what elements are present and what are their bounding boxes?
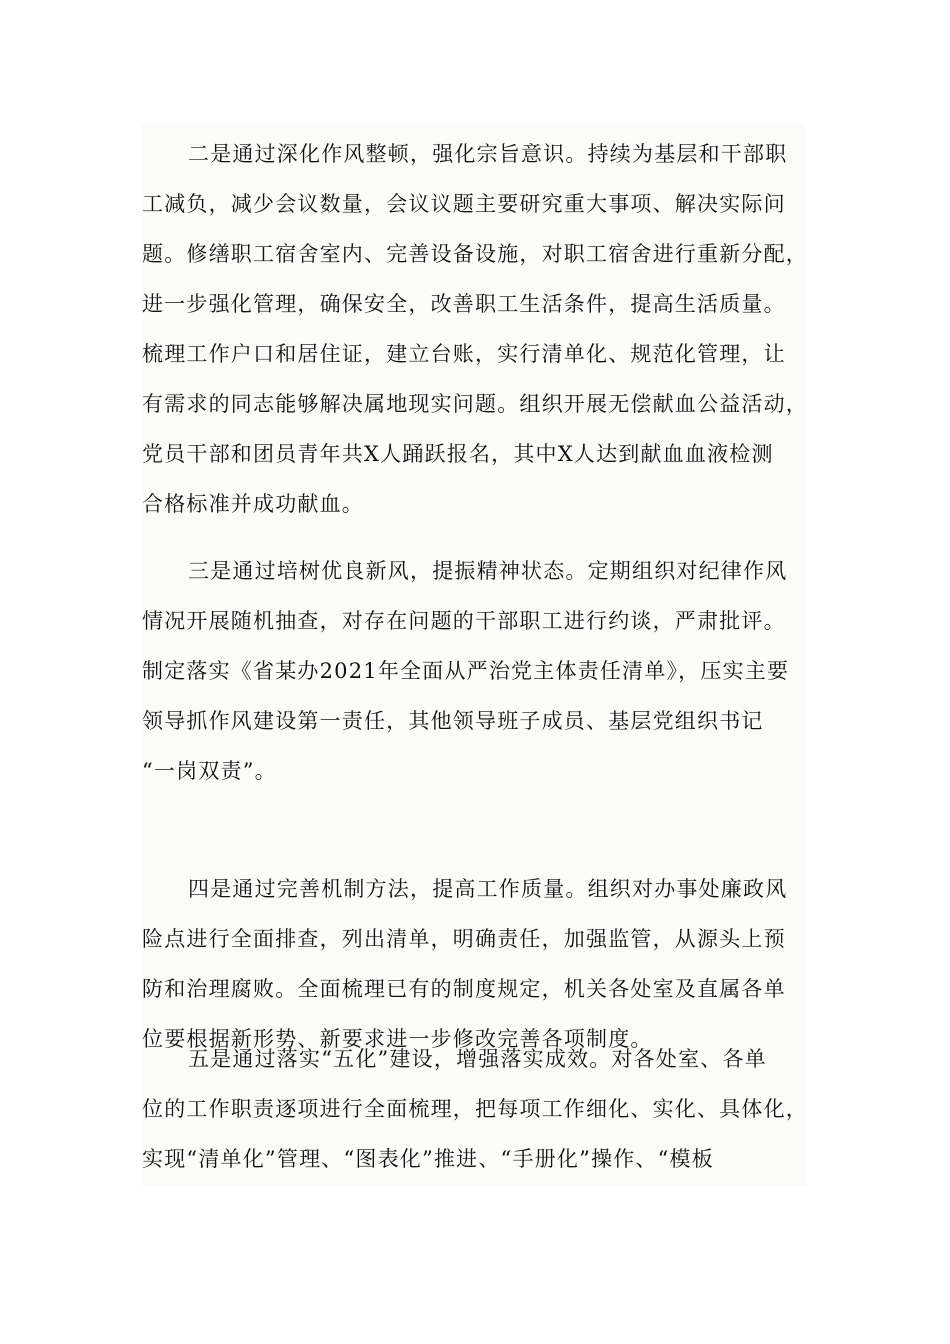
text-line: 进一步强化管理，确保安全，改善职工生活条件，提高生活质量。 <box>142 292 786 316</box>
text-line: 三是通过培树优良新风，提振精神状态。定期组织对纪律作风 <box>188 559 788 583</box>
text-line: 防和治理腐败。全面梳理已有的制度规定，机关各处室及直属各单 <box>142 977 786 1001</box>
text-line: 合格标准并成功献血。 <box>142 492 364 516</box>
paragraph-new-ethos <box>142 546 806 796</box>
text-line: 实现“清单化”管理、“图表化”推进、“手册化”操作、“模板 <box>142 1147 714 1171</box>
text-line: 位的工作职责逐项进行全面梳理，把每项工作细化、实化、具体化， <box>142 1097 808 1121</box>
paragraph-work-style-rectification <box>142 129 806 529</box>
text-line: “一岗双责”。 <box>142 759 277 783</box>
text-line: 四是通过完善机制方法，提高工作质量。组织对办事处廉政风 <box>188 877 788 901</box>
text-line: 险点进行全面排查，列出清单，明确责任，加强监管，从源头上预 <box>142 927 786 951</box>
text-line: 情况开展随机抽查，对存在问题的干部职工进行约谈，严肃批评。 <box>142 609 786 633</box>
text-line: 领导抓作风建设第一责任，其他领导班子成员、基层党组织书记 <box>142 709 764 733</box>
text-line: 五是通过落实“五化”建设，增强落实成效。对各处室、各单 <box>188 1047 767 1071</box>
text-line: 工减负，减少会议数量，会议议题主要研究重大事项、解决实际问 <box>142 192 786 216</box>
text-line: 党员干部和团员青年共X人踊跃报名，其中X人达到献血血液检测 <box>142 442 774 466</box>
text-line: 位要根据新形势、新要求进一步修改完善各项制度。 <box>142 1027 653 1051</box>
text-line: 制定落实《省某办2021年全面从严治党主体责任清单》，压实主要 <box>142 659 790 683</box>
document-page <box>142 124 806 1186</box>
text-line: 二是通过深化作风整顿，强化宗旨意识。持续为基层和干部职 <box>188 142 788 166</box>
text-line: 题。修缮职工宿舍室内、完善设备设施，对职工宿舍进行重新分配， <box>142 242 808 266</box>
text-line: 梳理工作户口和居住证，建立台账，实行清单化、规范化管理，让 <box>142 342 786 366</box>
paragraph-five-modernizations <box>142 1034 806 1184</box>
text-line: 有需求的同志能够解决属地现实问题。组织开展无偿献血公益活动， <box>142 392 808 416</box>
